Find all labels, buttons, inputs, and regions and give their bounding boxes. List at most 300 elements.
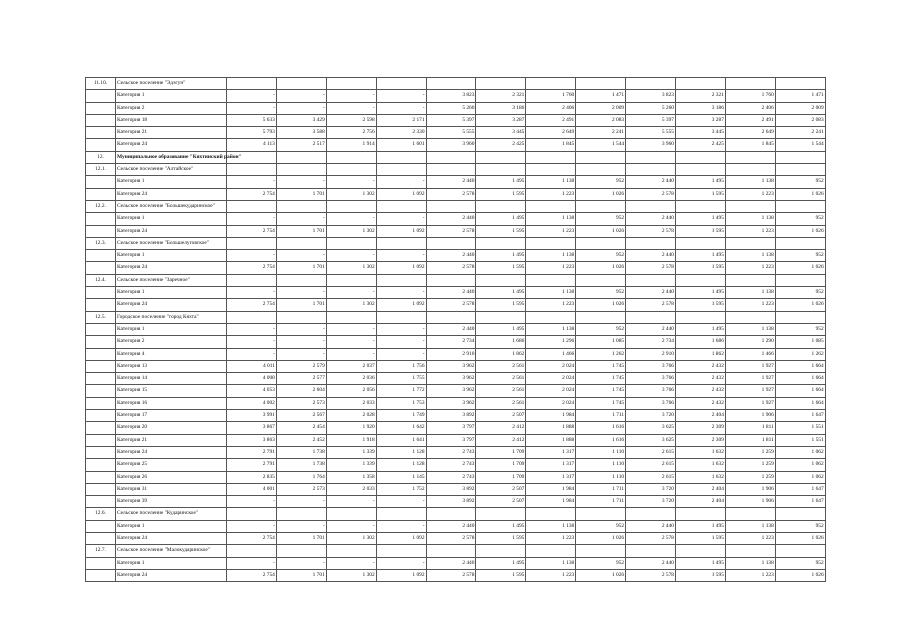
empty-cell xyxy=(676,78,726,90)
value-cell: 1 062 xyxy=(775,459,825,471)
value-cell: 5 397 xyxy=(626,114,676,126)
category-row xyxy=(86,520,826,532)
settlement-row xyxy=(86,311,826,323)
value-cell: 1 092 xyxy=(376,262,426,274)
row-code xyxy=(86,348,116,360)
value-cell: 4 002 xyxy=(227,397,277,409)
value-cell: 1 026 xyxy=(775,225,825,237)
value-cell: 3 867 xyxy=(227,422,277,434)
value-cell: 1 595 xyxy=(476,225,526,237)
value-cell: 1 110 xyxy=(576,459,626,471)
value-cell: 2 791 xyxy=(227,459,277,471)
value-cell: 3 962 xyxy=(426,373,476,385)
row-label: Городское поселение "город Кяхта" xyxy=(116,311,227,323)
value-cell: 1 223 xyxy=(725,188,775,200)
value-cell: - xyxy=(276,520,326,532)
empty-cell xyxy=(626,311,676,323)
category-row xyxy=(86,90,826,102)
value-cell: 1 302 xyxy=(326,569,376,581)
row-label: Сельское поселение "Большекударинское" xyxy=(116,200,227,212)
empty-cell xyxy=(426,237,476,249)
empty-cell xyxy=(775,274,825,286)
value-cell: 5 397 xyxy=(426,114,476,126)
value-cell: 1 544 xyxy=(576,139,626,151)
value-cell: 1 317 xyxy=(526,471,576,483)
value-cell: 2 440 xyxy=(626,287,676,299)
category-row xyxy=(86,385,826,397)
municipality-row xyxy=(86,151,826,163)
empty-cell xyxy=(227,274,277,286)
empty-cell xyxy=(676,545,726,557)
category-row xyxy=(86,397,826,409)
empty-cell xyxy=(725,311,775,323)
value-cell: 2 024 xyxy=(526,397,576,409)
value-cell: 2 754 xyxy=(227,532,277,544)
row-code xyxy=(86,360,116,372)
value-cell: 3 766 xyxy=(626,385,676,397)
row-label: Категория 1 xyxy=(116,323,227,335)
row-code xyxy=(86,520,116,532)
value-cell: 2 578 xyxy=(626,532,676,544)
category-row xyxy=(86,323,826,335)
value-cell: - xyxy=(376,336,426,348)
value-cell: 3 287 xyxy=(676,114,726,126)
value-cell: 952 xyxy=(775,557,825,569)
empty-cell xyxy=(775,164,825,176)
row-label: Категория 24 xyxy=(116,569,227,581)
row-label: Категория 13 xyxy=(116,360,227,372)
value-cell: 1 811 xyxy=(725,434,775,446)
value-cell: - xyxy=(376,557,426,569)
tariff-table xyxy=(85,77,826,582)
row-label: Сельское поселение "Алтайское" xyxy=(116,164,227,176)
value-cell: 1 223 xyxy=(526,532,576,544)
value-cell: - xyxy=(376,176,426,188)
value-cell: 1 138 xyxy=(725,520,775,532)
value-cell: 3 766 xyxy=(626,397,676,409)
value-cell: - xyxy=(276,102,326,114)
value-cell: 1 745 xyxy=(576,373,626,385)
value-cell: 1 772 xyxy=(376,385,426,397)
empty-cell xyxy=(676,274,726,286)
row-label: Категория 20 xyxy=(116,422,227,434)
empty-cell xyxy=(676,508,726,520)
row-label: Категория 24 xyxy=(116,139,227,151)
value-cell: 1 495 xyxy=(476,323,526,335)
value-cell: 2 440 xyxy=(426,323,476,335)
value-cell: 1 927 xyxy=(725,373,775,385)
value-cell: 5 555 xyxy=(626,127,676,139)
value-cell: 2 009 xyxy=(576,102,626,114)
category-row xyxy=(86,250,826,262)
value-cell: 2 507 xyxy=(476,483,526,495)
row-label: Сельское поселение "Малокударинское" xyxy=(116,545,227,557)
value-cell: 952 xyxy=(775,520,825,532)
value-cell: 2 754 xyxy=(227,299,277,311)
value-cell: 1 495 xyxy=(676,287,726,299)
category-row xyxy=(86,483,826,495)
value-cell: 3 625 xyxy=(626,434,676,446)
value-cell: - xyxy=(227,496,277,508)
row-code xyxy=(86,188,116,200)
value-cell: - xyxy=(376,348,426,360)
value-cell: 1 745 xyxy=(576,385,626,397)
value-cell: - xyxy=(326,520,376,532)
category-row xyxy=(86,336,826,348)
value-cell: 1 495 xyxy=(476,520,526,532)
value-cell: 3 962 xyxy=(426,360,476,372)
empty-cell xyxy=(526,237,576,249)
empty-cell xyxy=(676,164,726,176)
value-cell: 2 309 xyxy=(676,434,726,446)
row-label: Сельское поселение "Заречное" xyxy=(116,274,227,286)
row-label: Категория 24 xyxy=(116,446,227,458)
empty-cell xyxy=(526,545,576,557)
value-cell: 1 755 xyxy=(376,373,426,385)
value-cell: 1 595 xyxy=(676,299,726,311)
row-code xyxy=(86,569,116,581)
value-cell: 1 495 xyxy=(476,287,526,299)
value-cell: 1 595 xyxy=(676,569,726,581)
empty-cell xyxy=(576,164,626,176)
value-cell: 2 573 xyxy=(276,397,326,409)
value-cell: 3 797 xyxy=(426,434,476,446)
value-cell: - xyxy=(276,557,326,569)
value-cell: 5 633 xyxy=(227,114,277,126)
value-cell: - xyxy=(276,323,326,335)
empty-cell xyxy=(426,164,476,176)
value-cell: 1 495 xyxy=(676,520,726,532)
value-cell: 1 495 xyxy=(676,250,726,262)
value-cell: 2 241 xyxy=(775,127,825,139)
category-row xyxy=(86,139,826,151)
value-cell: 1 701 xyxy=(276,188,326,200)
empty-cell xyxy=(775,311,825,323)
empty-cell xyxy=(476,545,526,557)
value-cell: 3 186 xyxy=(476,102,526,114)
value-cell: 2 561 xyxy=(476,397,526,409)
value-cell: 2 412 xyxy=(476,422,526,434)
value-cell: 1 495 xyxy=(476,213,526,225)
value-cell: - xyxy=(326,102,376,114)
value-cell: 3 960 xyxy=(426,139,476,151)
row-label: Категория 24 xyxy=(116,188,227,200)
empty-cell xyxy=(576,545,626,557)
empty-cell xyxy=(725,151,775,163)
value-cell: 1 471 xyxy=(576,90,626,102)
value-cell: 1 664 xyxy=(775,373,825,385)
value-cell: 1 092 xyxy=(376,299,426,311)
row-label: Категория 24 xyxy=(116,262,227,274)
category-row xyxy=(86,496,826,508)
empty-cell xyxy=(326,164,376,176)
value-cell: 1 302 xyxy=(326,532,376,544)
empty-cell xyxy=(676,237,726,249)
row-code xyxy=(86,299,116,311)
empty-cell xyxy=(276,78,326,90)
value-cell: 2 578 xyxy=(626,262,676,274)
value-cell: 2 649 xyxy=(526,127,576,139)
value-cell: 1 138 xyxy=(725,287,775,299)
value-cell: - xyxy=(376,213,426,225)
value-cell: 2 791 xyxy=(227,446,277,458)
value-cell: 2 578 xyxy=(626,225,676,237)
value-cell: 1 138 xyxy=(725,323,775,335)
value-cell: - xyxy=(376,90,426,102)
value-cell: 2 406 xyxy=(526,102,576,114)
value-cell: 1 026 xyxy=(576,569,626,581)
value-cell: 4 011 xyxy=(227,360,277,372)
value-cell: 5 555 xyxy=(426,127,476,139)
category-row xyxy=(86,434,826,446)
value-cell: - xyxy=(227,520,277,532)
value-cell: 1 711 xyxy=(576,410,626,422)
value-cell: 1 085 xyxy=(775,336,825,348)
value-cell: - xyxy=(326,336,376,348)
value-cell: 2 440 xyxy=(626,323,676,335)
value-cell: 2 083 xyxy=(775,114,825,126)
value-cell: - xyxy=(376,323,426,335)
value-cell: 1 647 xyxy=(775,496,825,508)
value-cell: 2 432 xyxy=(676,385,726,397)
value-cell: 2 024 xyxy=(526,373,576,385)
value-cell: 2 432 xyxy=(676,397,726,409)
value-cell: - xyxy=(276,213,326,225)
empty-cell xyxy=(326,151,376,163)
empty-cell xyxy=(227,508,277,520)
value-cell: 1 128 xyxy=(376,446,426,458)
row-code xyxy=(86,323,116,335)
value-cell: 2 615 xyxy=(626,471,676,483)
value-cell: 2 171 xyxy=(376,114,426,126)
value-cell: 1 302 xyxy=(326,188,376,200)
value-cell: 1 223 xyxy=(725,262,775,274)
value-cell: - xyxy=(227,336,277,348)
value-cell: 1 845 xyxy=(725,139,775,151)
value-cell: 1 641 xyxy=(376,434,426,446)
empty-cell xyxy=(526,508,576,520)
value-cell: 1 551 xyxy=(775,434,825,446)
row-code xyxy=(86,373,116,385)
value-cell: 1 085 xyxy=(576,336,626,348)
value-cell: 2 452 xyxy=(276,434,326,446)
value-cell: 1 595 xyxy=(476,262,526,274)
value-cell: - xyxy=(227,102,277,114)
value-cell: 1 664 xyxy=(775,385,825,397)
value-cell: 1 138 xyxy=(725,213,775,225)
value-cell: - xyxy=(376,102,426,114)
value-cell: 1 092 xyxy=(376,532,426,544)
category-row xyxy=(86,127,826,139)
empty-cell xyxy=(326,200,376,212)
value-cell: 3 720 xyxy=(626,496,676,508)
value-cell: 3 186 xyxy=(676,102,726,114)
value-cell: 1 595 xyxy=(676,188,726,200)
value-cell: 2 517 xyxy=(276,139,326,151)
value-cell: 2 033 xyxy=(326,397,376,409)
value-cell: 1 092 xyxy=(376,188,426,200)
value-cell: 2 440 xyxy=(626,557,676,569)
empty-cell xyxy=(276,200,326,212)
row-code xyxy=(86,139,116,151)
value-cell: 5 260 xyxy=(626,102,676,114)
value-cell: 2 578 xyxy=(426,569,476,581)
value-cell: 1 259 xyxy=(725,446,775,458)
value-cell: - xyxy=(326,323,376,335)
value-cell: 952 xyxy=(775,176,825,188)
value-cell: 2 754 xyxy=(227,188,277,200)
value-cell: 1 466 xyxy=(526,348,576,360)
value-cell: - xyxy=(276,176,326,188)
value-cell: - xyxy=(326,176,376,188)
value-cell: 2 440 xyxy=(426,520,476,532)
value-cell: 1 026 xyxy=(576,188,626,200)
value-cell: 952 xyxy=(576,520,626,532)
row-code xyxy=(86,225,116,237)
empty-cell xyxy=(326,545,376,557)
value-cell: 2 507 xyxy=(476,410,526,422)
empty-cell xyxy=(426,78,476,90)
row-label: Категория 24 xyxy=(116,532,227,544)
value-cell: 1 918 xyxy=(326,434,376,446)
value-cell: 2 743 xyxy=(426,459,476,471)
value-cell: 1 616 xyxy=(576,422,626,434)
value-cell: 1 709 xyxy=(476,459,526,471)
value-cell: 1 738 xyxy=(276,459,326,471)
empty-cell xyxy=(376,274,426,286)
value-cell: 1 138 xyxy=(526,557,576,569)
value-cell: 1 862 xyxy=(676,348,726,360)
value-cell: 2 491 xyxy=(725,114,775,126)
value-cell: - xyxy=(227,557,277,569)
row-code: 12.2. xyxy=(86,200,116,212)
value-cell: - xyxy=(326,496,376,508)
value-cell: 2 573 xyxy=(276,483,326,495)
empty-cell xyxy=(276,151,326,163)
value-cell: 2 033 xyxy=(326,483,376,495)
empty-cell xyxy=(426,274,476,286)
value-cell: 1 138 xyxy=(526,250,576,262)
value-cell: 1 466 xyxy=(725,348,775,360)
empty-cell xyxy=(526,200,576,212)
empty-cell xyxy=(775,545,825,557)
value-cell: 1 138 xyxy=(725,250,775,262)
value-cell: 3 823 xyxy=(626,90,676,102)
row-label: Категория 2 xyxy=(116,336,227,348)
row-code: 11.10. xyxy=(86,78,116,90)
empty-cell xyxy=(775,508,825,520)
empty-cell xyxy=(626,200,676,212)
value-cell: 2 754 xyxy=(227,569,277,581)
value-cell: 1 632 xyxy=(676,471,726,483)
empty-cell xyxy=(276,508,326,520)
value-cell: 2 406 xyxy=(725,102,775,114)
row-label: Категория 24 xyxy=(116,299,227,311)
value-cell: 1 632 xyxy=(676,446,726,458)
empty-cell xyxy=(426,545,476,557)
value-cell: 2 454 xyxy=(276,422,326,434)
value-cell: 1 495 xyxy=(476,250,526,262)
empty-cell xyxy=(725,237,775,249)
empty-cell xyxy=(526,151,576,163)
value-cell: 2 491 xyxy=(526,114,576,126)
value-cell: 2 440 xyxy=(426,176,476,188)
value-cell: 2 024 xyxy=(526,385,576,397)
row-code: 12.1. xyxy=(86,164,116,176)
empty-cell xyxy=(276,274,326,286)
empty-cell xyxy=(376,237,426,249)
value-cell: 1 339 xyxy=(326,459,376,471)
value-cell: 1 664 xyxy=(775,360,825,372)
value-cell: 1 259 xyxy=(725,471,775,483)
category-row xyxy=(86,225,826,237)
value-cell: 1 686 xyxy=(476,336,526,348)
value-cell: 1 745 xyxy=(576,397,626,409)
value-cell: 1 906 xyxy=(725,410,775,422)
row-code xyxy=(86,127,116,139)
value-cell: 1 595 xyxy=(476,299,526,311)
value-cell: 1 906 xyxy=(725,483,775,495)
empty-cell xyxy=(626,274,676,286)
value-cell: 1 223 xyxy=(725,299,775,311)
empty-cell xyxy=(326,78,376,90)
value-cell: 2 425 xyxy=(476,139,526,151)
row-code xyxy=(86,496,116,508)
empty-cell xyxy=(426,151,476,163)
value-cell: 1 601 xyxy=(376,139,426,151)
category-row xyxy=(86,532,826,544)
row-code xyxy=(86,250,116,262)
row-code xyxy=(86,114,116,126)
row-label: Категория 1 xyxy=(116,90,227,102)
value-cell: 4 001 xyxy=(227,483,277,495)
value-cell: 2 578 xyxy=(626,299,676,311)
value-cell: 1 026 xyxy=(775,262,825,274)
value-cell: 1 709 xyxy=(476,471,526,483)
row-label: Категория 31 xyxy=(116,483,227,495)
row-label: Категория 26 xyxy=(116,471,227,483)
settlement-row xyxy=(86,78,826,90)
row-code xyxy=(86,422,116,434)
value-cell: 2 404 xyxy=(676,410,726,422)
value-cell: 3 445 xyxy=(476,127,526,139)
row-code xyxy=(86,176,116,188)
empty-cell xyxy=(526,311,576,323)
value-cell: 2 009 xyxy=(775,102,825,114)
row-label: Категория 24 xyxy=(116,225,227,237)
value-cell: 1 495 xyxy=(476,557,526,569)
value-cell: 2 440 xyxy=(426,250,476,262)
value-cell: 1 138 xyxy=(725,557,775,569)
row-code: 12. xyxy=(86,151,116,163)
value-cell: 3 892 xyxy=(426,483,476,495)
value-cell: 1 026 xyxy=(775,299,825,311)
empty-cell xyxy=(326,311,376,323)
row-label: Категория 25 xyxy=(116,459,227,471)
empty-cell xyxy=(725,508,775,520)
value-cell: 4 008 xyxy=(227,373,277,385)
row-label: Категория 16 xyxy=(116,397,227,409)
value-cell: 2 756 xyxy=(326,127,376,139)
value-cell: 1 686 xyxy=(676,336,726,348)
value-cell: 1 701 xyxy=(276,299,326,311)
row-label: Категория 21 xyxy=(116,434,227,446)
value-cell: 2 578 xyxy=(426,532,476,544)
value-cell: 1 138 xyxy=(526,287,576,299)
row-code xyxy=(86,90,116,102)
empty-cell xyxy=(526,78,576,90)
row-label: Категория 21 xyxy=(116,127,227,139)
